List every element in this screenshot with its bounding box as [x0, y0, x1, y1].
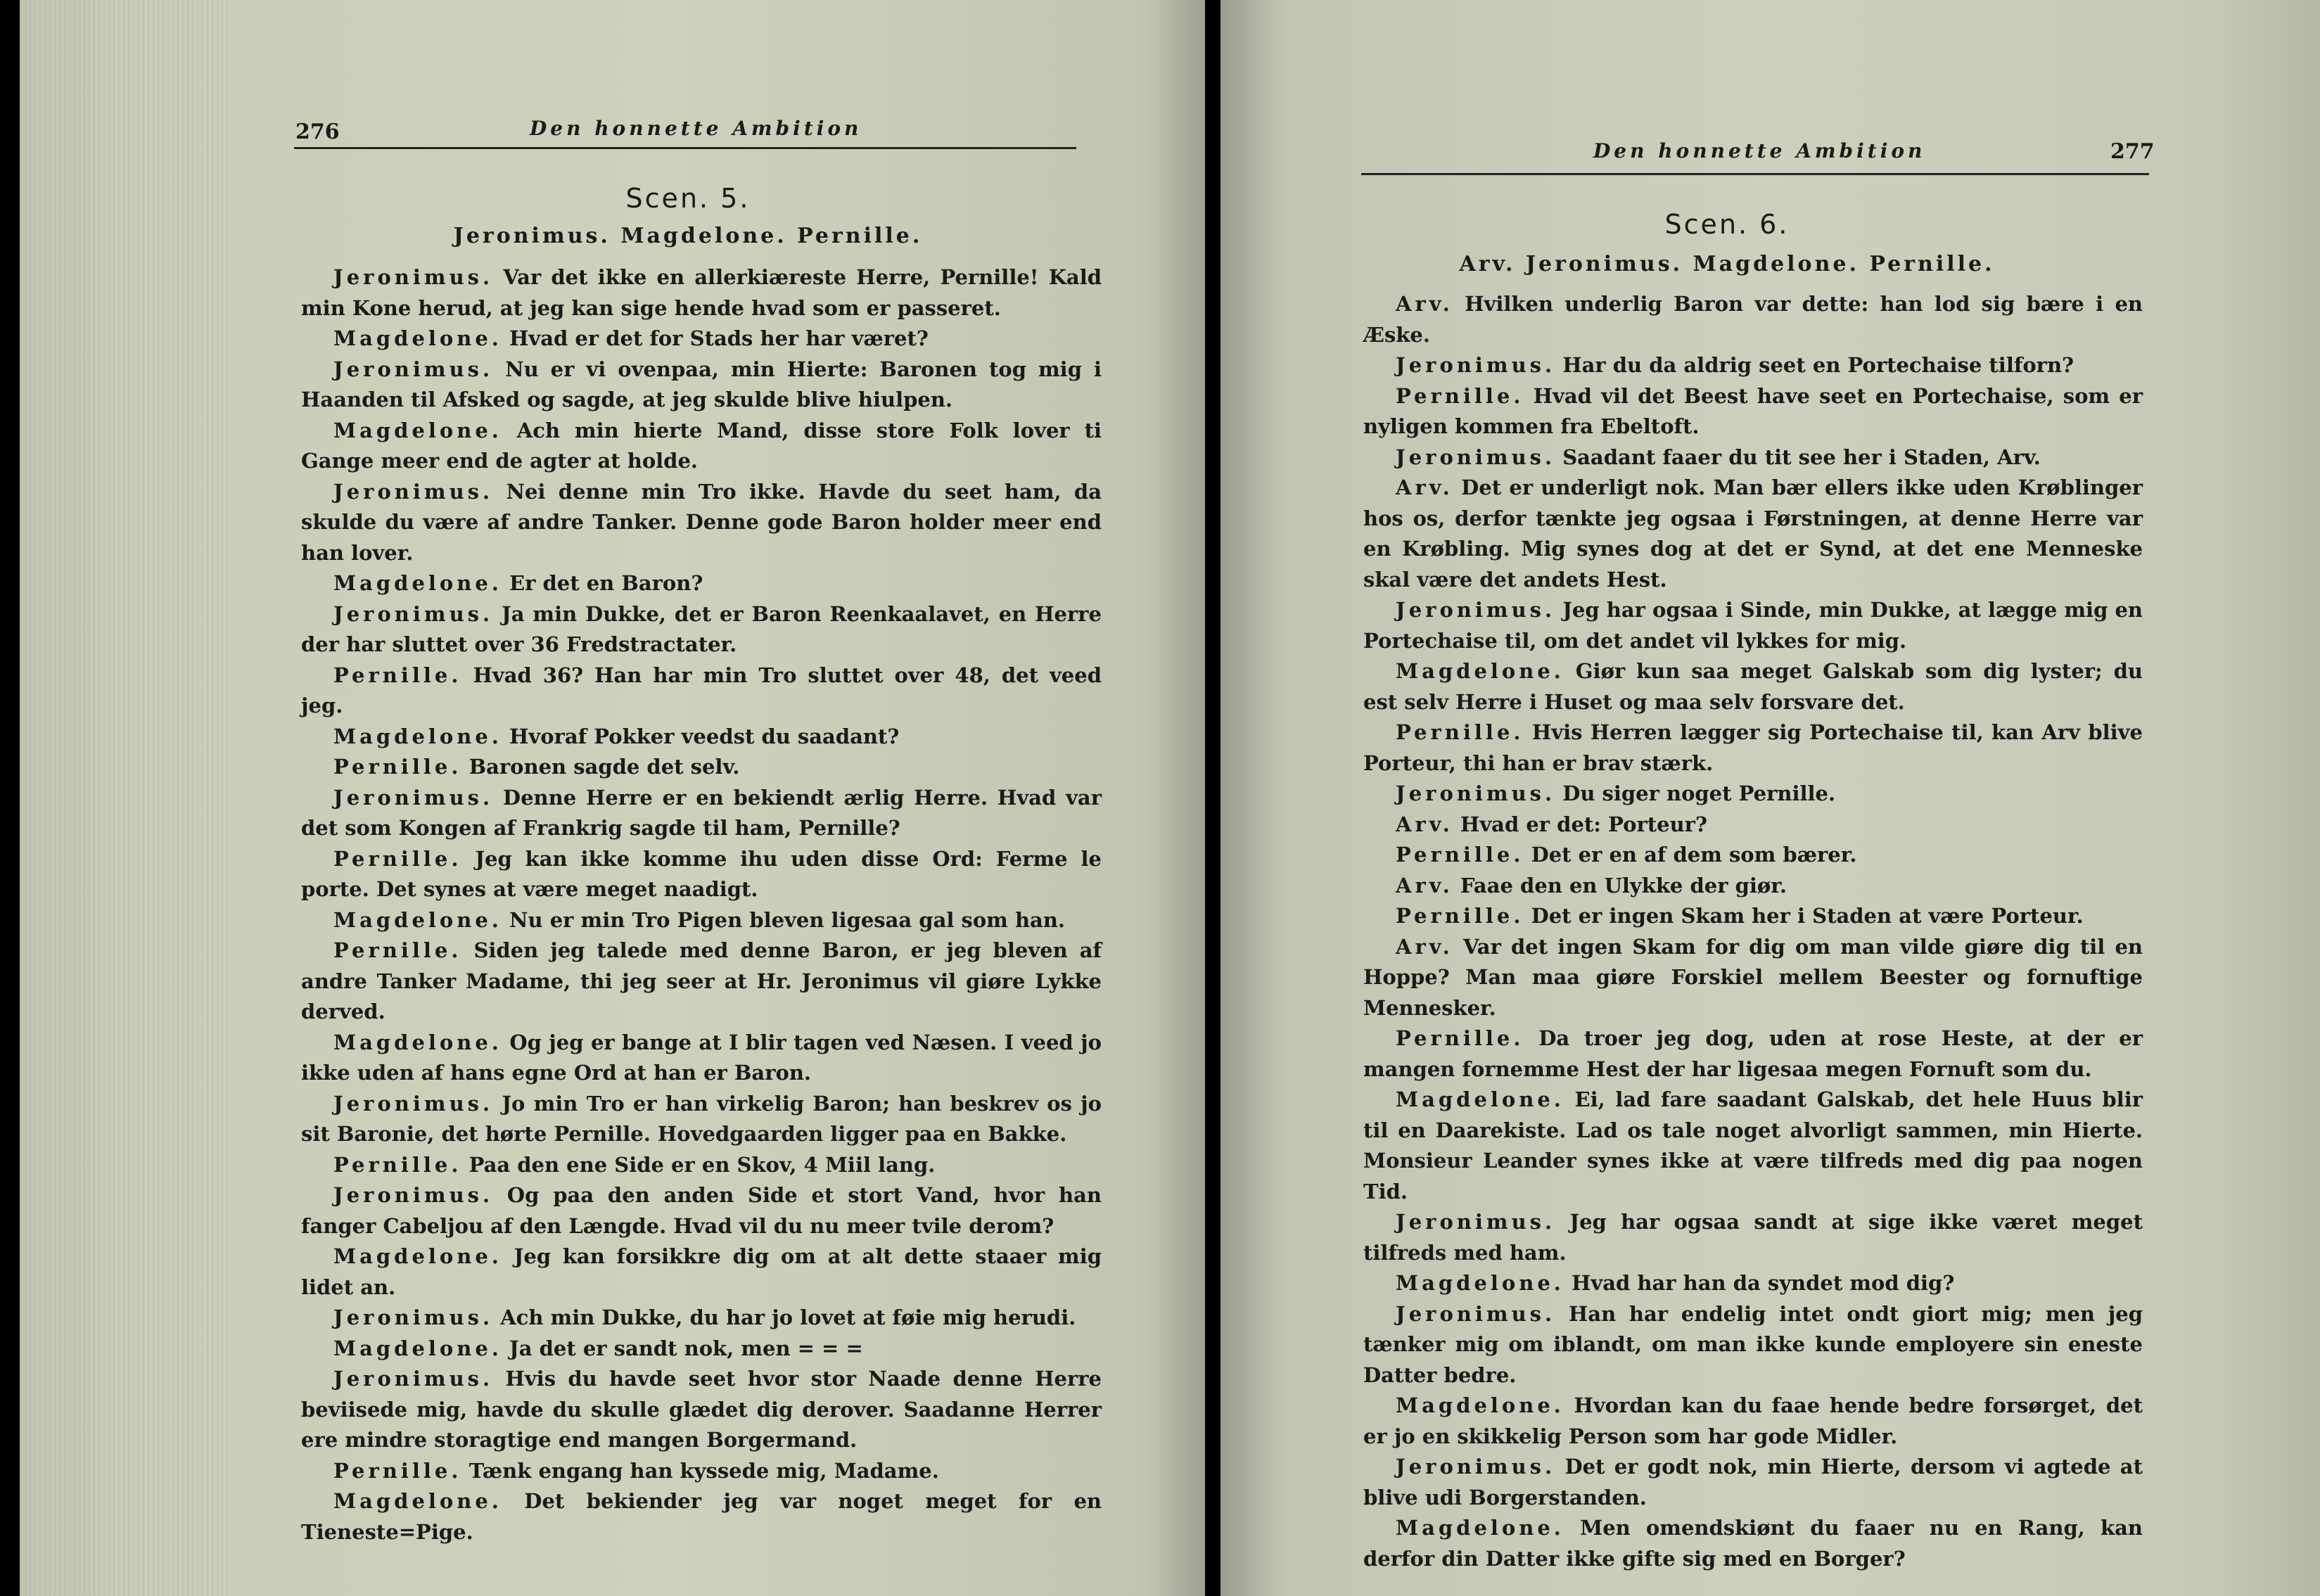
speech-text: Baronen sagde det selv. [469, 755, 740, 779]
right-page [1220, 0, 2320, 1596]
speech [1363, 1268, 2143, 1299]
scene-characters: Arv. Jeronimus. Magdelone. Pernille. [1459, 252, 1995, 276]
speech-text: Hvad 36? Han har min Tro sluttet over 48, det veed jeg. [301, 663, 1102, 717]
speech [301, 905, 1102, 936]
speech [1363, 810, 2143, 841]
speaker-name: Pernille. [333, 755, 462, 779]
speech [301, 416, 1102, 477]
speaker-name: Arv. [1396, 812, 1453, 836]
speech [1363, 871, 2143, 902]
speech-text: Ach min hierte Mand, disse store Folk lover ti Gange meer end de agter at holde. [301, 418, 1102, 473]
speech-text: Ja det er sandt nok, men = = = [509, 1336, 863, 1360]
speaker-name: Magdelone. [1396, 1393, 1564, 1417]
dialogue [301, 262, 1102, 1547]
speech [301, 722, 1102, 753]
speech-text: Siden jeg talede med denne Baron, er jeg bleven af andre Tanker Madame, thi jeg seer at Hr. Jeronimus vil giøre Lykke derved. [301, 938, 1102, 1023]
speech [301, 599, 1102, 660]
speaker-name: Jeronimus. [333, 1091, 494, 1116]
speaker-name: Jeronimus. [333, 601, 494, 626]
speech-text: Ja min Dukke, det er Baron Reenkaalavet, en Herre der har sluttet over 36 Fredstractater. [301, 601, 1102, 656]
scene-title: Scen. 6. [1664, 209, 1790, 240]
speaker-name: Jeronimus. [1396, 445, 1556, 469]
speech [1363, 779, 2143, 810]
speaker-name: Jeronimus. [1396, 1455, 1556, 1479]
speech [301, 324, 1102, 355]
speech [1363, 656, 2143, 717]
speaker-name: Jeronimus. [333, 265, 494, 289]
speaker-name: Jeronimus. [333, 1305, 494, 1329]
scene-characters: Jeronimus. Magdelone. Pernille. [453, 224, 923, 248]
speaker-name: Arv. [1396, 873, 1453, 898]
speech [301, 477, 1102, 569]
speech [1363, 595, 2143, 656]
speaker-name: Magdelone. [1396, 1087, 1564, 1111]
speaker-name: Magdelone. [333, 907, 502, 932]
speech-text: Da troer jeg dog, uden at rose Heste, at der er mangen fornemme Hest der har ligesaa megen Fornuft som du. [1363, 1026, 2143, 1081]
speaker-name: Jeronimus. [333, 479, 494, 504]
speech-text: Tænk engang han kyssede mig, Madame. [469, 1458, 939, 1483]
speech [301, 355, 1102, 416]
speech-text: Har du da aldrig seet en Portechaise tilforn? [1562, 353, 2074, 377]
speech-text: Jeg har ogsaa i Sinde, min Dukke, at lægge mig en Portechaise til, om det andet vil lykkes for mig. [1363, 598, 2143, 653]
speech [301, 1150, 1102, 1181]
speech-text: Nei denne min Tro ikke. Havde du seet ham, da skulde du være af andre Tanker. Denne gode Baron holder meer end han lover. [301, 479, 1102, 565]
speech-text: Er det en Baron? [509, 571, 703, 595]
speaker-name: Pernille. [333, 938, 462, 962]
speech [1363, 442, 2143, 473]
speech-text: Var det ikke en allerkiæreste Herre, Pernille! Kald min Kone herud, at jeg kan sige hende hvad som er passeret. [301, 265, 1102, 320]
speaker-name: Magdelone. [333, 418, 502, 442]
header-rule [294, 147, 1076, 149]
speech-text: Var det ingen Skam for dig om man vilde giøre dig til en Hoppe? Man maa giøre Forskiel mellem Beester og fornuftige Mennesker. [1363, 934, 2143, 1020]
speaker-name: Magdelone. [1396, 1271, 1564, 1295]
speech-text: Hvad vil det Beest have seet en Portechaise, som er nyligen kommen fra Ebeltoft. [1363, 383, 2143, 438]
speech-text: Nu er min Tro Pigen bleven ligesaa gal som han. [509, 907, 1065, 932]
speech [301, 1028, 1102, 1089]
speech-text: Jeg kan ikke komme ihu uden disse Ord: Ferme le porte. Det synes at være meget naadigt. [301, 846, 1102, 901]
speaker-name: Magdelone. [333, 1030, 502, 1054]
page-number: 276 [295, 120, 340, 144]
speaker-name: Jeronimus. [1396, 781, 1556, 805]
speech-text: Ach min Dukke, du har jo lovet at føie mig herudi. [500, 1305, 1076, 1329]
running-head: Den honnette Ambition [530, 117, 862, 140]
speaker-name: Pernille. [333, 1458, 462, 1483]
dialogue [1363, 289, 2143, 1574]
speech [1363, 1513, 2143, 1574]
speech-text: Paa den ene Side er en Skov, 4 Miil lang. [469, 1152, 936, 1177]
speaker-name: Pernille. [1396, 383, 1524, 408]
speech [301, 752, 1102, 783]
speech-text: Giør kun saa meget Galskab som dig lyster; du est selv Herre i Huset og maa selv forsvare det. [1363, 659, 2143, 714]
speech [1363, 932, 2143, 1024]
speech-text: Hvis du havde seet hvor stor Naade denne Herre beviisede mig, havde du skulle glædet dig derover. Saadanne Herrer ere mindre storagtige end mangen Borgermand. [301, 1367, 1102, 1452]
speech-text: Det er en af dem som bærer. [1531, 843, 1857, 867]
speaker-name: Magdelone. [333, 326, 502, 350]
speech-text: Hvad er det: Porteur? [1460, 812, 1707, 836]
speaker-name: Pernille. [1396, 904, 1524, 928]
speech-text: Ei, lad fare saadant Galskab, det hele Huus blir til en Daarekiste. Lad os tale noget alvorligt sammen, min Hierte. Monsieur Leander synes ikke at være tilfreds med dig paa nogen Tid. [1363, 1087, 2143, 1204]
running-head: Den honnette Ambition [1593, 139, 1926, 162]
speech [1363, 1391, 2143, 1452]
speech-text: Jeg har ogsaa sandt at sige ikke været meget tilfreds med ham. [1363, 1210, 2143, 1265]
speech [301, 1089, 1102, 1150]
speech [1363, 1023, 2143, 1085]
speech-text: Det er ingen Skam her i Staden at være Porteur. [1531, 904, 2084, 928]
speech-text: Men omendskiønt du faaer nu en Rang, kan derfor din Datter ikke gifte sig med en Borger? [1363, 1516, 2143, 1571]
speech-text: Det er underligt nok. Man bær ellers ikke uden Krøblinger hos os, derfor tænkte jeg ogsaa i Førstningen, at denne Herre var en Krøbling. Mig synes dog at det er Synd, at det ene Menneske skal være det andets Hest. [1363, 475, 2143, 592]
speech [1363, 717, 2143, 779]
speaker-name: Pernille. [1396, 720, 1524, 744]
speech-text: Det er godt nok, min Hierte, dersom vi agtede at blive udi Borgerstanden. [1363, 1455, 2143, 1509]
speech [1363, 381, 2143, 442]
speech [301, 1364, 1102, 1456]
speech [301, 844, 1102, 905]
speaker-name: Jeronimus. [1396, 598, 1556, 622]
page-number: 277 [2110, 139, 2155, 164]
speech-text: Hvilken underlig Baron var dette: han lod sig bære i en Æske. [1363, 292, 2143, 347]
header-rule [1361, 173, 2149, 175]
speech [301, 1334, 1102, 1365]
speaker-name: Pernille. [333, 1152, 462, 1177]
speaker-name: Jeronimus. [1396, 1210, 1556, 1234]
speech-text: Hvis Herren lægger sig Portechaise til, kan Arv blive Porteur, thi han er brav stærk. [1363, 720, 2143, 775]
speech-text: Hvordan kan du faae hende bedre forsørget, det er jo en skikkelig Person som har gode Midler. [1363, 1393, 2143, 1448]
speech-text: Nu er vi ovenpaa, min Hierte: Baronen tog mig i Haanden til Afsked og sagde, at jeg skulde blive hiulpen. [301, 357, 1102, 411]
speech-text: Jeg kan forsikkre dig om at alt dette staaer mig lidet an. [301, 1244, 1102, 1299]
speaker-name: Magdelone. [333, 724, 502, 748]
speech [301, 1241, 1102, 1303]
speaker-name: Jeronimus. [333, 1367, 494, 1391]
speech [301, 568, 1102, 599]
speech-text: Denne Herre er en bekiendt ærlig Herre. Hvad var det som Kongen af Frankrig sagde til ham, Pernille? [301, 785, 1102, 840]
speech-text: Og jeg er bange at I blir tagen ved Næsen. I veed jo ikke uden af hans egne Ord at han er Baron. [301, 1030, 1102, 1085]
speech [1363, 1085, 2143, 1207]
speech-text: Jo min Tro er han virkelig Baron; han beskrev os jo sit Baronie, det hørte Pernille. Hovedgaarden ligger paa en Bakke. [301, 1091, 1102, 1146]
speaker-name: Jeronimus. [333, 1183, 494, 1207]
speaker-name: Arv. [1396, 475, 1453, 499]
speaker-name: Pernille. [333, 846, 462, 871]
speech-text: Hvad har han da syndet mod dig? [1572, 1271, 1955, 1295]
speaker-name: Pernille. [333, 663, 462, 687]
speech [1363, 901, 2143, 932]
speech [301, 262, 1102, 324]
speech [1363, 1452, 2143, 1513]
speech [1363, 350, 2143, 381]
speech [1363, 840, 2143, 871]
speech [1363, 1207, 2143, 1268]
speaker-name: Magdelone. [333, 1244, 502, 1268]
speech [301, 783, 1102, 844]
speech [301, 1303, 1102, 1334]
speaker-name: Pernille. [1396, 1026, 1524, 1050]
speaker-name: Jeronimus. [333, 357, 494, 381]
speech [1363, 473, 2143, 595]
speech-text: Faae den en Ulykke der giør. [1460, 873, 1787, 898]
speech-text: Saadant faaer du tit see her i Staden, Arv. [1562, 445, 2041, 469]
speaker-name: Jeronimus. [1396, 353, 1556, 377]
speech-text: Hvad er det for Stads her har været? [509, 326, 929, 350]
speaker-name: Arv. [1396, 934, 1453, 959]
speaker-name: Magdelone. [333, 1489, 502, 1513]
speech [301, 1456, 1102, 1487]
speaker-name: Magdelone. [1396, 659, 1564, 683]
speaker-name: Arv. [1396, 292, 1453, 316]
speech [1363, 1299, 2143, 1391]
speech [301, 1180, 1102, 1241]
speaker-name: Magdelone. [333, 1336, 502, 1360]
speech-text: Det bekiender jeg var noget meget for en Tieneste=Pige. [301, 1489, 1102, 1544]
speaker-name: Jeronimus. [1396, 1301, 1556, 1326]
speech [301, 936, 1102, 1028]
speaker-name: Jeronimus. [333, 785, 494, 810]
speaker-name: Magdelone. [1396, 1516, 1564, 1540]
speech [301, 660, 1102, 722]
speaker-name: Magdelone. [333, 571, 502, 595]
speech [1363, 289, 2143, 350]
speech [301, 1486, 1102, 1547]
left-page [20, 0, 1205, 1596]
scene-title: Scen. 5. [625, 183, 751, 214]
speech-text: Han har endelig intet ondt giort mig; men jeg tænker mig om iblandt, om man ikke kunde employere sin eneste Datter bedre. [1363, 1301, 2143, 1387]
speech-text: Du siger noget Pernille. [1562, 781, 1836, 805]
speaker-name: Pernille. [1396, 843, 1524, 867]
speech-text: Hvoraf Pokker veedst du saadant? [509, 724, 900, 748]
speech-text: Og paa den anden Side et stort Vand, hvor han fanger Cabeljou af den Længde. Hvad vil du nu meer tvile derom? [301, 1183, 1102, 1238]
